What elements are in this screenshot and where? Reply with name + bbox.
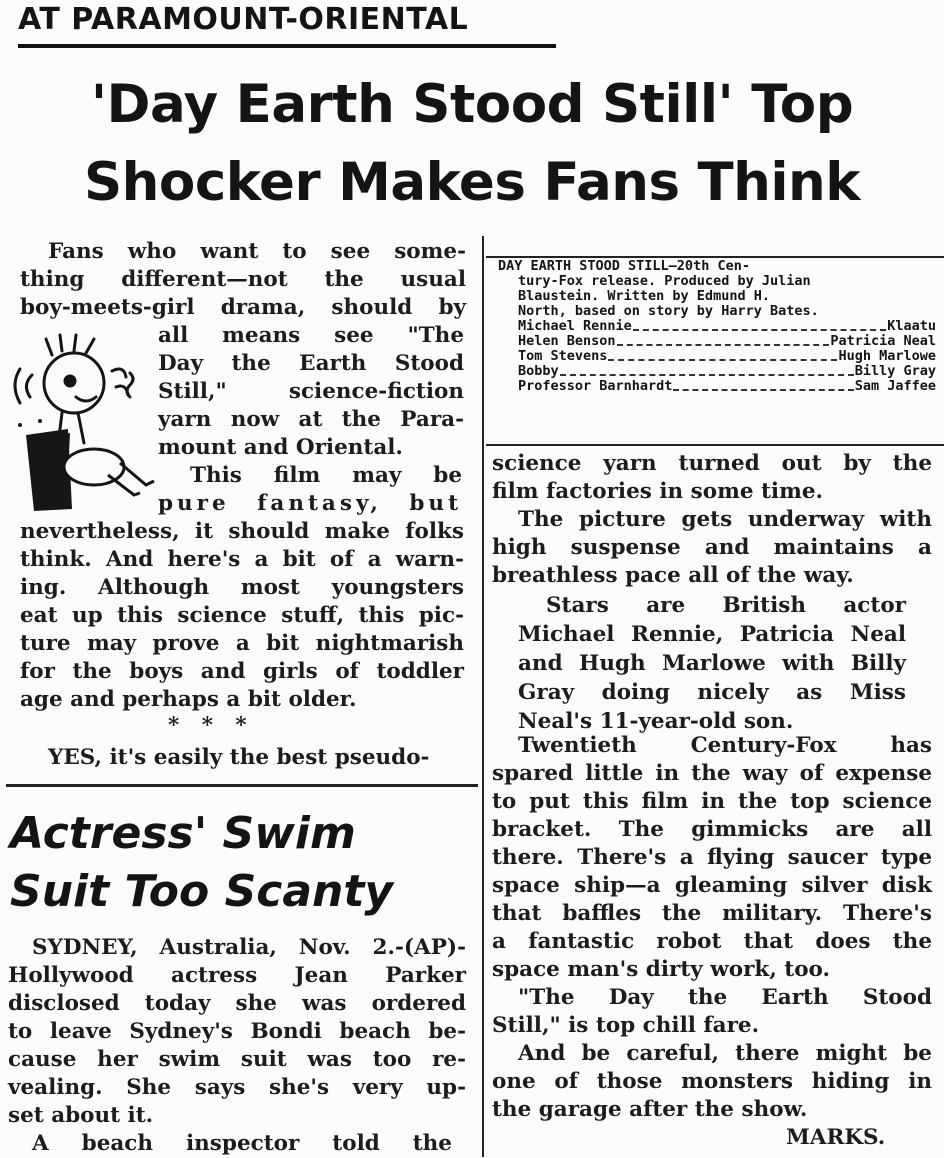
swim-story-headline-line-1: Actress' Swim [10, 808, 356, 859]
review-line: bracket. The gimmicks are all [492, 817, 932, 842]
cast-player: Sam Jaffee [854, 378, 936, 394]
credits-bottom-rule [486, 444, 944, 446]
review-line: Fans who want to see some- [48, 239, 466, 264]
review-line: that baffles the military. There's [492, 901, 932, 926]
credits-line: Blaustein. Written by Edmund H. [518, 288, 770, 304]
cast-row [518, 379, 936, 395]
review-line: nevertheless, it should make folks [20, 519, 464, 544]
cast-player: Patricia Neal [830, 333, 936, 349]
story-line: to leave Sydney's Bondi beach be- [8, 1019, 466, 1044]
cast-player: Billy Gray [854, 363, 936, 379]
review-line: age and perhaps a bit older. [20, 687, 357, 712]
story-line: set about it. [8, 1103, 154, 1128]
cast-role: Michael Rennie [518, 318, 632, 334]
cast-role: Bobby [518, 363, 559, 379]
headline-line-1: 'Day Earth Stood Still' Top [90, 74, 854, 135]
review-line: Gray doing nicely as Miss [518, 680, 906, 705]
section-separator: * * * [168, 713, 247, 738]
review-line: and Hugh Marlowe with Billy [518, 651, 906, 676]
review-line: "The Day the Earth Stood [518, 985, 932, 1010]
review-line: And be careful, there might be [518, 1041, 932, 1066]
cartoon-illustration [12, 325, 162, 515]
story-line: disclosed today she was ordered [8, 991, 466, 1016]
review-line: pure fantasy, but [158, 491, 462, 516]
review-line: space ship—a gleaming silver disk [492, 873, 932, 898]
review-line: film factories in some time. [492, 479, 823, 504]
column-divider [482, 236, 484, 1157]
cast-role: Helen Benson [518, 333, 616, 349]
review-line: a fantastic robot that does the [492, 929, 932, 954]
review-line: ing. Although most youngsters [20, 575, 464, 600]
credits-line: DAY EARTH STOOD STILL—20th Cen- [498, 258, 750, 274]
cast-role: Professor Barnhardt [518, 378, 673, 394]
review-line: Twentieth Century-Fox has [518, 733, 932, 758]
story-line: Hollywood actress Jean Parker [8, 963, 466, 988]
review-line: one of those monsters hiding in [492, 1069, 932, 1094]
credits-line: North, based on story by Harry Bates. [518, 303, 819, 319]
review-line: spared little in the way of expense [492, 761, 932, 786]
story-divider-rule [6, 784, 478, 787]
review-line: Still," is top chill fare. [492, 1013, 760, 1038]
review-line: breathless pace all of the way. [492, 563, 854, 588]
cast-role: Tom Stevens [518, 348, 608, 364]
review-line: ture may prove a bit nightmarish [20, 631, 464, 656]
headline-line-2: Shocker Makes Fans Think [84, 152, 860, 213]
review-line: YES, it's easily the best pseudo- [48, 745, 430, 770]
review-line: think. And here's a bit of a warn- [20, 547, 464, 572]
story-line: SYDNEY, Australia, Nov. 2.-(AP)- [32, 935, 466, 960]
review-line: The picture gets underway with [518, 507, 932, 532]
review-line: This film may be [190, 463, 462, 488]
review-line: high suspense and maintains a [492, 535, 932, 560]
review-line: space man's dirty work, too. [492, 957, 831, 982]
review-line: eat up this science stuff, this pic- [20, 603, 464, 628]
review-line: there. There's a flying saucer type [492, 845, 932, 870]
review-line: the garage after the show. [492, 1097, 808, 1122]
review-line: Neal's 11-year-old son. [518, 709, 794, 734]
story-line: A beach inspector told the [32, 1131, 452, 1156]
review-line: all means see "The [158, 323, 464, 348]
cast-player: Klaatu [887, 318, 936, 334]
review-line: yarn now at the Para- [158, 407, 464, 432]
story-line: vealing. She says she's very up- [8, 1075, 466, 1100]
review-line: Still," science-fiction [158, 379, 464, 404]
swim-story-headline-line-2: Suit Too Scanty [10, 866, 394, 917]
review-line: science yarn turned out by the [492, 451, 932, 476]
review-line: boy-meets-girl drama, should by [20, 295, 466, 320]
review-line: thing different—not the usual [20, 267, 466, 292]
review-line: to put this film in the top science [492, 789, 932, 814]
kicker-underline [18, 44, 556, 48]
section-kicker: AT PARAMOUNT-ORIENTAL [18, 2, 469, 37]
review-line: mount and Oriental. [158, 435, 403, 460]
cast-player: Hugh Marlowe [838, 348, 936, 364]
review-line: Stars are British actor [546, 593, 906, 618]
story-line: cause her swim suit was too re- [8, 1047, 466, 1072]
byline-signature: MARKS. [786, 1125, 886, 1150]
review-line: Day the Earth Stood [158, 351, 464, 376]
review-line: for the boys and girls of toddler [20, 659, 464, 684]
review-line: Michael Rennie, Patricia Neal [518, 622, 906, 647]
credits-line: tury-Fox release. Produced by Julian [518, 273, 811, 289]
